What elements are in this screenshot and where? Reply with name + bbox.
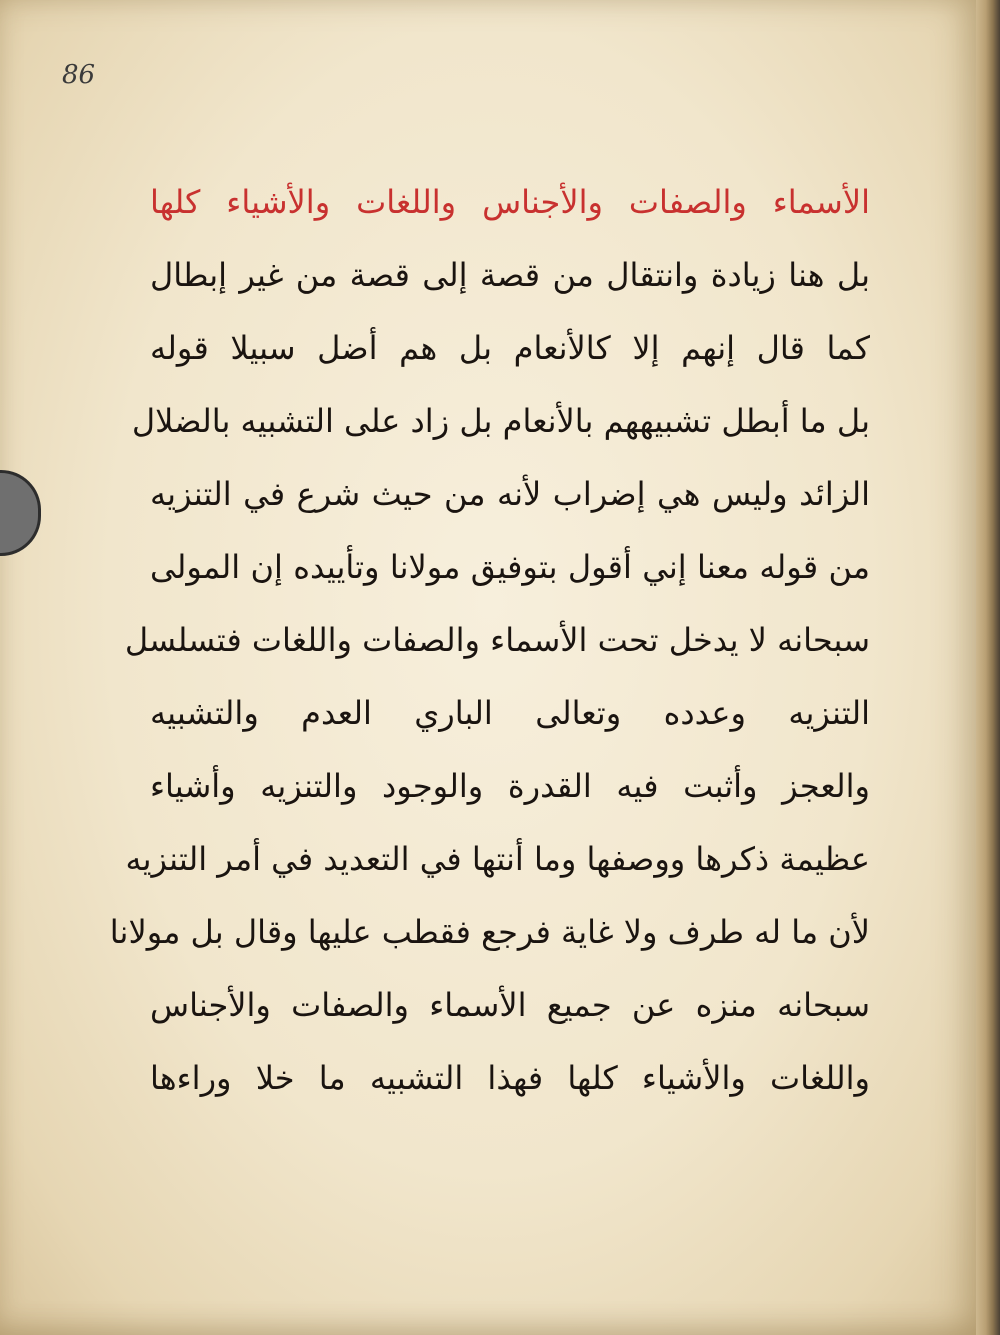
text-line: عظيمة ذكرها ووصفها وما أنتها في التعديد في أمر التنزيه <box>125 840 870 878</box>
text-line: لأن ما له طرف ولا غاية فرجع فقطب عليها وقال بل مولانا <box>109 913 870 951</box>
folio-number: 86 <box>62 60 96 90</box>
text-line: سبحانه لا يدخل تحت الأسماء والصفات واللغات فتسلسل <box>124 621 870 659</box>
text-line: التنزيه وعدده وتعالى الباري العدم والتشبيه <box>150 694 870 732</box>
text-line: بل هنا زيادة وانتقال من قصة إلى قصة من غير إبطال <box>150 256 870 294</box>
text-line: الأسماء والصفات والأجناس واللغات والأشياء كلها <box>150 183 870 221</box>
text-line: والعجز وأثبت فيه القدرة والوجود والتنزيه وأشياء <box>150 767 870 805</box>
text-line: سبحانه منزه عن جميع الأسماء والصفات والأجناس <box>150 986 870 1024</box>
text-line: الزائد وليس هي إضراب لأنه من حيث شرع في التنزيه <box>150 475 870 513</box>
page-edge <box>976 0 1000 1335</box>
text-line: بل ما أبطل تشبيههم بالأنعام بل زاد على التشبيه بالضلال <box>131 402 870 440</box>
text-line: من قوله معنا إني أقول بتوفيق مولانا وتأييده إن المولى <box>150 548 870 586</box>
text-line: واللغات والأشياء كلها فهذا التشبيه ما خلا وراءها <box>150 1059 870 1097</box>
text-block <box>109 170 870 1170</box>
text-line: كما قال إنهم إلا كالأنعام بل هم أضل سبيلا قوله <box>150 329 870 367</box>
